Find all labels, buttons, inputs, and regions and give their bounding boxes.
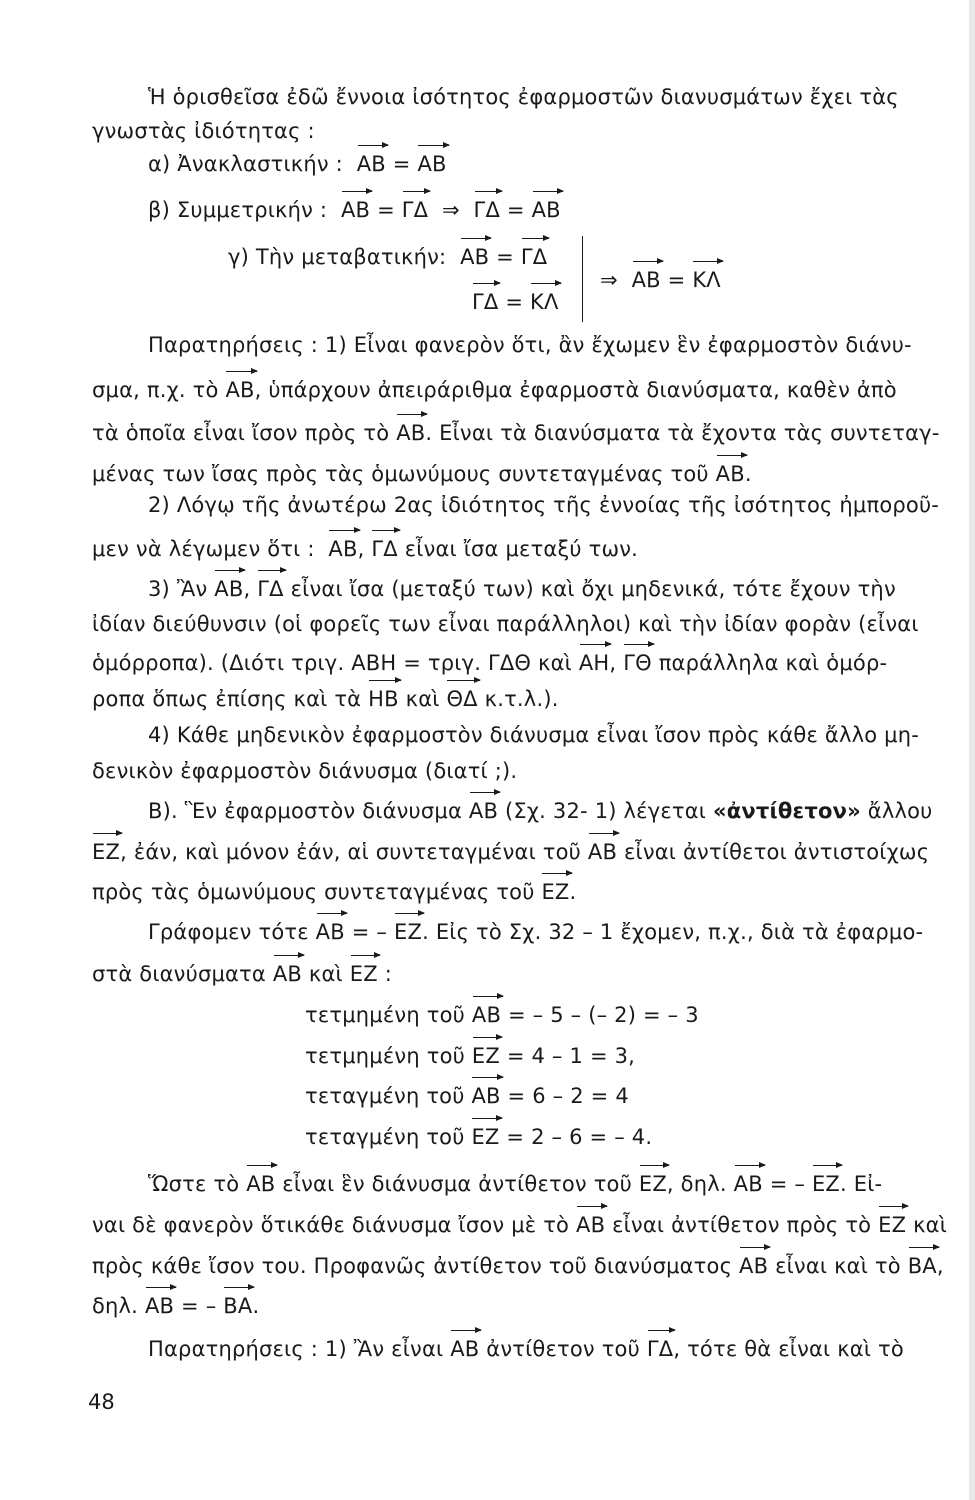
vector-GD: ΓΔ: [401, 198, 429, 222]
conclusion-line-2: ναι δὲ φανερὸν ὅτικάθε διάνυσμα ἴσον μὲ τὸ ΑΒ εἶναι ἀντίθετον πρὸς τὸ ΕΖ καὶ: [92, 1213, 948, 1237]
section-b-line-3: πρὸς τὰς ὁμωνύμους συντεταγμένας τοῦ ΕΖ.: [92, 880, 577, 904]
term-antithetic: «ἀντίθετον»: [712, 799, 861, 823]
vector-AB: ΑΒ: [450, 1337, 480, 1361]
vector-AB: ΑΒ: [340, 198, 371, 222]
final-remark-line: Παρατηρήσεις : 1) Ἂν εἶναι ΑΒ ἀντίθετον τοῦ ΓΔ, τότε θὰ εἶναι καὶ τὸ: [148, 1337, 904, 1361]
vector-GD: ΓΔ: [371, 537, 398, 561]
remark-1-line-4: μένας των ἴσας πρὸς τὰς ὁμωνύμους συντεταγμένας τοῦ ΑΒ.: [92, 462, 752, 486]
vector-AB: ΑΒ: [471, 1003, 502, 1027]
vector-HB: ΗΒ: [368, 687, 399, 711]
vector-AB: ΑΒ: [396, 421, 426, 445]
vector-AB: ΑΒ: [328, 537, 358, 561]
vector-AB: ΑΒ: [471, 1084, 501, 1108]
intro-line-1: Ἡ ὁρισθεῖσα ἐδῶ ἔννοια ἰσότητος ἐφαρμοστῶν διανυσμάτων ἔχει τὰς: [148, 85, 899, 109]
vector-KL: ΚΛ: [530, 290, 559, 314]
remark-2-line-1: 2) Λόγῳ τῆς ἀνωτέρω 2ας ἰδιότητος τῆς ἐννοίας τῆς ἰσότητος ἠμποροῦ-: [148, 493, 940, 517]
vector-GD: ΓΔ: [257, 577, 284, 601]
vector-AB: ΑΒ: [246, 1172, 276, 1196]
vector-AB: ΑΒ: [460, 245, 490, 269]
remark-4-line-2: δενικὸν ἐφαρμοστὸν διάνυσμα (διατί ;).: [92, 759, 518, 783]
vector-AB: ΑΒ: [214, 577, 244, 601]
vector-EZ: ΕΖ: [638, 1172, 667, 1196]
vector-KL: ΚΛ: [692, 268, 721, 292]
page-number: 48: [88, 1390, 115, 1414]
vector-EZ: ΕΖ: [394, 920, 423, 944]
remark-3-line-1: 3) Ἂν ΑΒ, ΓΔ εἶναι ἴσα (μεταξύ των) καὶ ὄχι μηδενικά, τότε ἔχουν τὴν: [148, 577, 896, 601]
vector-AB: ΑΒ: [715, 462, 745, 486]
abscissa-AB: τετμημένη τοῦ ΑΒ = – 5 – (– 2) = – 3: [305, 1003, 699, 1027]
remark-4-line-1: 4) Κάθε μηδενικὸν ἐφαρμοστὸν διάνυσμα εἶναι ἴσον πρὸς κάθε ἄλλο μη-: [148, 723, 919, 747]
vector-GTh: ΓΘ: [623, 651, 652, 675]
vector-EZ: ΕΖ: [878, 1213, 907, 1237]
vector-AB: ΑΒ: [739, 1254, 769, 1278]
abscissa-EZ: τετμημένη τοῦ ΕΖ = 4 – 1 = 3,: [305, 1044, 636, 1068]
vector-AB: ΑΒ: [468, 799, 499, 823]
property-symmetric: β) Συμμετρικήν : ΑΒ = ΓΔ ⇒ ΓΔ = ΑΒ: [148, 198, 561, 222]
vector-EZ: ΕΖ: [541, 880, 570, 904]
brace: [582, 236, 583, 322]
section-b-line-2: ΕΖ, ἐάν, καὶ μόνον ἐάν, αἱ συντεταγμέναι τοῦ ΑΒ εἶναι ἀντίθετοι ἀντιστοίχως: [92, 840, 930, 864]
vector-AB: ΑΒ: [272, 962, 303, 986]
vector-GD: ΓΔ: [520, 245, 548, 269]
vector-EZ: ΕΖ: [811, 1172, 841, 1196]
vector-EZ: ΕΖ: [471, 1125, 500, 1149]
vector-AB: ΑΒ: [531, 198, 561, 222]
remark-1-line-3: τὰ ὁποῖα εἶναι ἴσον πρὸς τὸ ΑΒ. Εἶναι τὰ διανύσματα τὰ ἔχοντα τὰς συντεταγ-: [92, 421, 940, 445]
vector-AB: ΑΒ: [587, 840, 618, 864]
vector-ThD: ΘΔ: [446, 687, 478, 711]
vector-AB: ΑΒ: [225, 378, 255, 402]
conclusion-line-1: Ὥστε τὸ ΑΒ εἶναι ἓν διάνυσμα ἀντίθετον τοῦ ΕΖ, δηλ. ΑΒ = – ΕΖ. Εἰ-: [148, 1172, 883, 1196]
conclusion-line-4: δηλ. ΑΒ = – ΒΑ.: [92, 1294, 260, 1318]
vector-EZ: ΕΖ: [349, 962, 378, 986]
vector-AB: ΑΒ: [576, 1213, 606, 1237]
vector-AB: ΑΒ: [417, 152, 447, 176]
remark-3-line-4: ροπα ὅπως ἐπίσης καὶ τὰ ΗΒ καὶ ΘΔ κ.τ.λ.).: [92, 687, 559, 711]
ordinate-AB: τεταγμένη τοῦ ΑΒ = 6 – 2 = 4: [305, 1084, 629, 1108]
remark-2-line-2: μεν νὰ λέγωμεν ὅτι : ΑΒ, ΓΔ εἶναι ἴσα μεταξύ των.: [92, 537, 639, 561]
transitive-second: ΓΔ = ΚΛ: [472, 290, 559, 314]
remark-3-line-2: ἰδίαν διεύθυνσιν (οἱ φορεῖς των εἶναι παράλληλοι) καὶ τὴν ἰδίαν φορὰν (εἶναι: [92, 612, 919, 636]
notation-line-2: στὰ διανύσματα ΑΒ καὶ ΕΖ :: [92, 962, 392, 986]
vector-AH: ΑΗ: [578, 651, 610, 675]
vector-EZ: ΕΖ: [92, 840, 121, 864]
ordinate-EZ: τεταγμένη τοῦ ΕΖ = 2 – 6 = – 4.: [305, 1125, 653, 1149]
vector-BA: ΒΑ: [223, 1294, 253, 1318]
transitive-result: ⇒ ΑΒ = ΚΛ: [600, 268, 721, 292]
vector-AB: ΑΒ: [315, 920, 345, 944]
vector-GD: ΓΔ: [646, 1337, 674, 1361]
remark-1-line-1: Παρατηρήσεις : 1) Εἶναι φανερὸν ὅτι, ἂν ἔχωμεν ἓν ἐφαρμοστὸν διάνυ-: [148, 333, 912, 357]
section-b-line-1: Β). Ἓν ἐφαρμοστὸν διάνυσμα ΑΒ (Σχ. 32- 1) λέγεται «ἀντίθετον» ἄλλου: [148, 799, 933, 823]
remark-1-line-2: σμα, π.χ. τὸ ΑΒ, ὑπάρχουν ἀπειράριθμα ἐφαρμοστὰ διανύσματα, καθὲν ἀπὸ: [92, 378, 897, 402]
vector-AB: ΑΒ: [356, 152, 386, 176]
property-transitive: γ) Τὴν μεταβατικήν: ΑΒ = ΓΔ: [228, 245, 548, 269]
conclusion-line-3: πρὸς κάθε ἴσον του. Προφανῶς ἀντίθετον τοῦ διανύσματος ΑΒ εἶναι καὶ τὸ ΒΑ,: [92, 1254, 944, 1278]
property-reflexive: α) Ἀνακλαστικήν : ΑΒ = ΑΒ: [148, 152, 447, 176]
intro-line-2: γνωστὰς ἰδιότητας :: [92, 119, 315, 143]
vector-EZ: ΕΖ: [471, 1044, 500, 1068]
vector-BA: ΒΑ: [907, 1254, 937, 1278]
vector-AB: ΑΒ: [733, 1172, 763, 1196]
notation-line-1: Γράφομεν τότε ΑΒ = – ΕΖ. Εἰς τὸ Σχ. 32 – 1 ἔχομεν, π.χ., διὰ τὰ ἐφαρμο-: [148, 920, 924, 944]
remark-3-line-3: ὁμόρροπα). (Διότι τριγ. ΑΒΗ = τριγ. ΓΔΘ καὶ ΑΗ, ΓΘ παράλληλα καὶ ὁμόρ-: [92, 651, 888, 675]
vector-AB: ΑΒ: [631, 268, 661, 292]
vector-AB: ΑΒ: [144, 1294, 175, 1318]
vector-GD: ΓΔ: [472, 290, 499, 314]
vector-GD: ΓΔ: [473, 198, 501, 222]
